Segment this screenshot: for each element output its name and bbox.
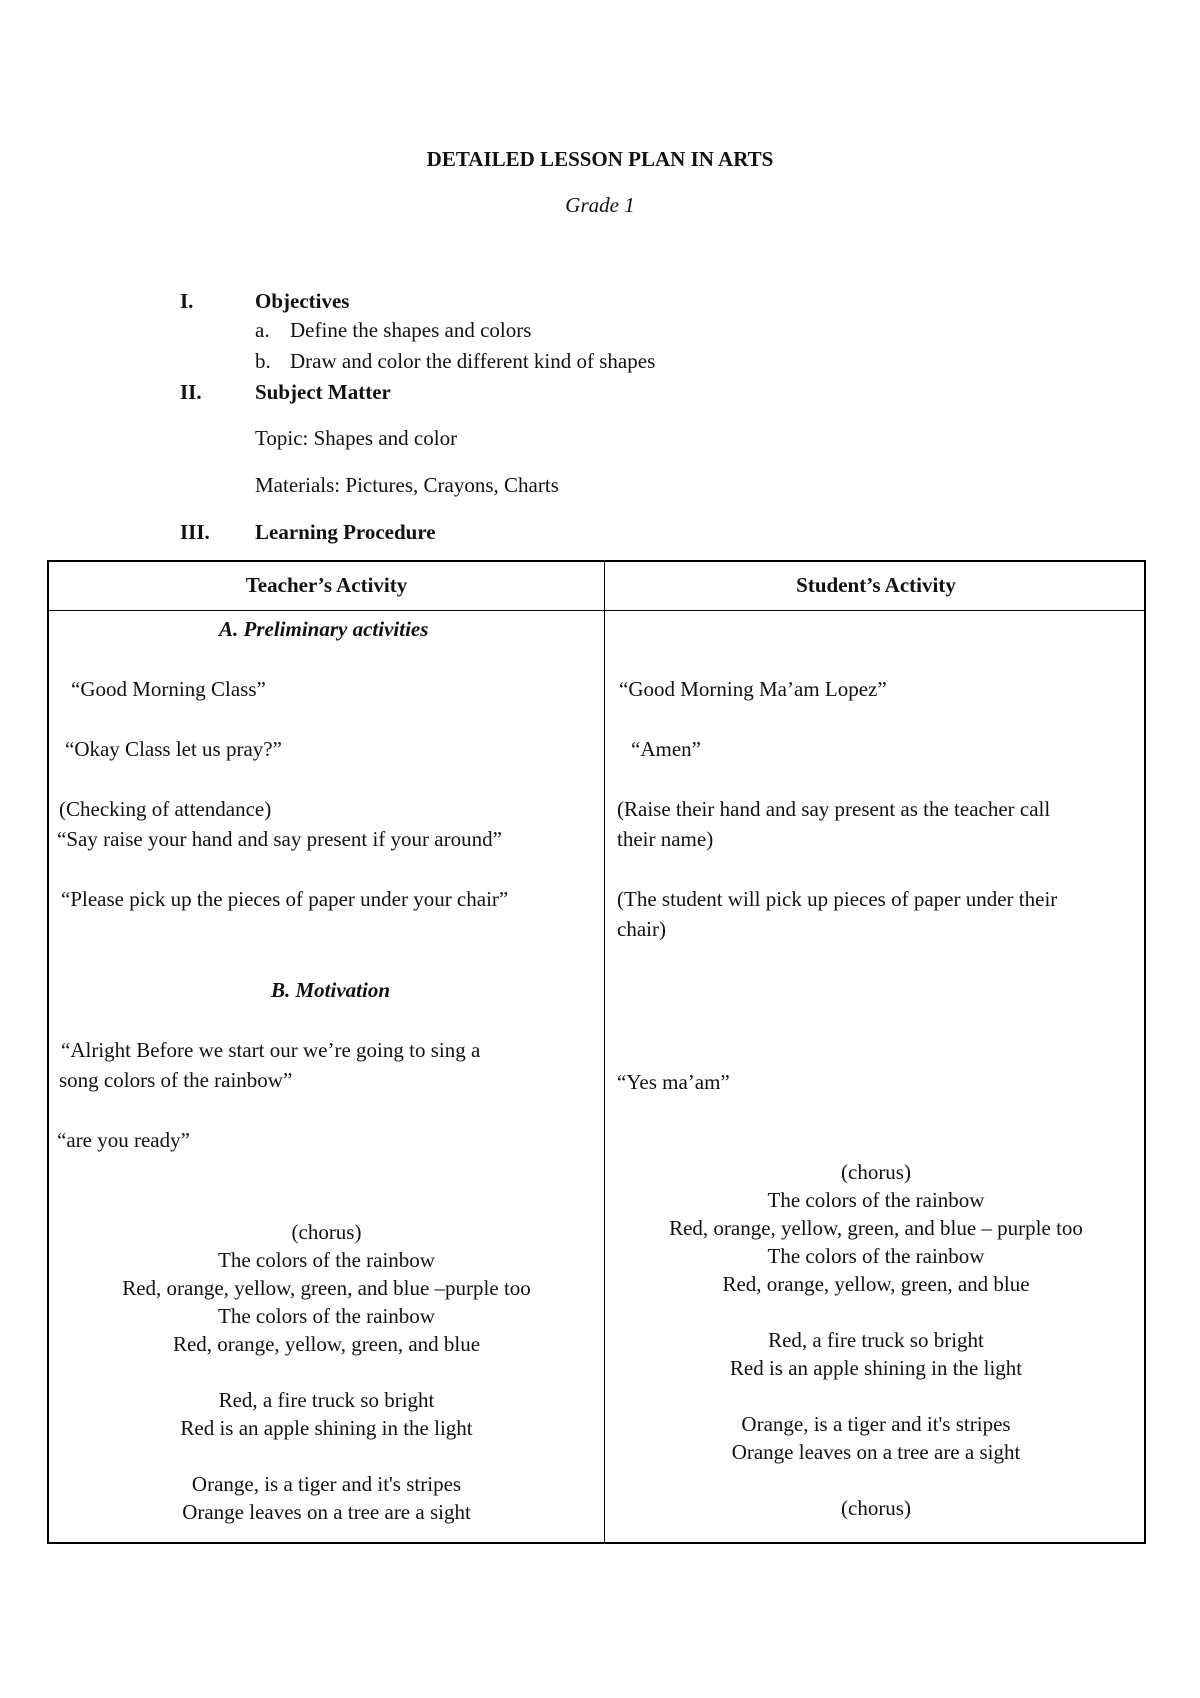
teacher-sing-line-2: song colors of the rainbow” <box>59 1068 293 1092</box>
song-line: The colors of the rainbow <box>218 1248 435 1272</box>
header-teacher-activity: Teacher’s Activity <box>245 573 408 597</box>
student-pick-line-1: (The student will pick up pieces of paper under their <box>617 887 1058 911</box>
student-amen: “Amen” <box>631 737 701 761</box>
song-line: Red is an apple shining in the light <box>729 1356 1023 1380</box>
song-line: Red is an apple shining in the light <box>180 1416 473 1440</box>
song-line: Orange leaves on a tree are a sight <box>731 1440 1021 1464</box>
song-line <box>606 1466 1146 1494</box>
song-line: The colors of the rainbow <box>767 1244 985 1268</box>
section-title-objectives: Objectives <box>255 289 350 313</box>
song-line: Red, orange, yellow, green, and blue –purple too <box>122 1276 531 1300</box>
subject-topic: Topic: Shapes and color <box>255 426 458 450</box>
objective-letter-b: b. <box>255 349 271 373</box>
song-line <box>49 1442 604 1470</box>
section-number-subject: II. <box>180 380 202 404</box>
song-line: Red, a fire truck so bright <box>768 1328 984 1352</box>
teacher-heading-preliminary: A. Preliminary activities <box>219 617 429 641</box>
song-line: Red, orange, yellow, green, and blue <box>722 1272 1030 1296</box>
teacher-pick-paper: “Please pick up the pieces of paper under your chair” <box>61 887 509 911</box>
student-pick-line-2: chair) <box>617 917 666 941</box>
teacher-sing-line-1: “Alright Before we start our we’re going to sing a <box>61 1038 481 1062</box>
teacher-song-lyrics <box>49 1218 604 1526</box>
song-line: Red, orange, yellow, green, and blue – purple too <box>669 1216 1083 1240</box>
song-line: The colors of the rainbow <box>218 1304 435 1328</box>
song-line: (chorus) <box>841 1160 911 1184</box>
objective-letter-a: a. <box>255 318 270 342</box>
document-title: DETAILED LESSON PLAN IN ARTS <box>426 147 774 171</box>
student-raise-line-1: (Raise their hand and say present as the teacher call <box>617 797 1051 821</box>
song-line: The colors of the rainbow <box>767 1188 985 1212</box>
section-number-objectives: I. <box>180 289 194 313</box>
objective-item-a: Define the shapes and colors <box>290 318 532 342</box>
student-raise-line-2: their name) <box>617 827 714 851</box>
teacher-heading-motivation: B. Motivation <box>271 978 391 1002</box>
song-line: Red, a fire truck so bright <box>218 1388 435 1412</box>
student-song-lyrics <box>606 1158 1146 1522</box>
teacher-attendance: (Checking of attendance) <box>59 797 272 821</box>
document-subtitle: Grade 1 <box>565 193 635 217</box>
section-title-procedure: Learning Procedure <box>255 520 436 544</box>
teacher-greeting: “Good Morning Class” <box>71 677 266 701</box>
section-title-subject: Subject Matter <box>255 380 391 404</box>
student-greeting: “Good Morning Ma’am Lopez” <box>619 677 887 701</box>
header-student-activity: Student’s Activity <box>796 573 956 597</box>
table-column-divider <box>604 562 605 1542</box>
teacher-raise-hand: “Say raise your hand and say present if your around” <box>57 827 502 851</box>
section-number-procedure: III. <box>180 520 210 544</box>
song-line <box>606 1298 1146 1326</box>
subject-materials: Materials: Pictures, Crayons, Charts <box>255 473 559 497</box>
table-header-divider <box>49 610 1144 611</box>
song-line <box>606 1382 1146 1410</box>
song-line <box>49 1358 604 1386</box>
song-line: Orange leaves on a tree are a sight <box>182 1500 471 1524</box>
song-line: (chorus) <box>841 1496 911 1520</box>
teacher-are-you-ready: “are you ready” <box>57 1128 190 1152</box>
song-line: Orange, is a tiger and it's stripes <box>741 1412 1011 1436</box>
objective-item-b: Draw and color the different kind of shapes <box>290 349 656 373</box>
student-yes: “Yes ma’am” <box>617 1070 730 1094</box>
song-line: (chorus) <box>291 1220 362 1244</box>
song-line: Orange, is a tiger and it's stripes <box>191 1472 462 1496</box>
song-line: Red, orange, yellow, green, and blue <box>172 1332 481 1356</box>
teacher-pray: “Okay Class let us pray?” <box>65 737 282 761</box>
activity-table <box>47 560 1146 1544</box>
